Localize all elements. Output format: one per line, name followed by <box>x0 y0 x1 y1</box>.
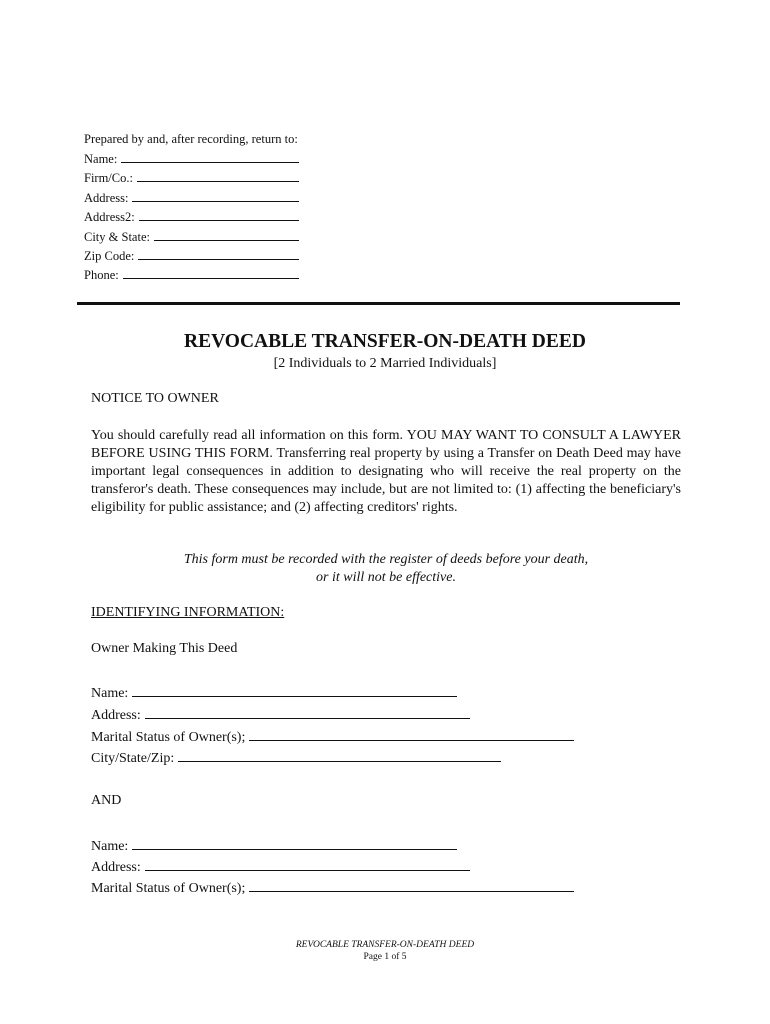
prepared-address-field <box>84 189 299 208</box>
header-divider <box>77 302 680 305</box>
identifying-heading: IDENTIFYING INFORMATION: <box>91 605 285 620</box>
field-label: Phone: <box>84 268 119 283</box>
and-label: AND <box>91 793 122 808</box>
blank-line[interactable] <box>249 879 574 892</box>
field-label: Firm/Co.: <box>84 171 133 186</box>
prepared-city-state-field <box>84 228 299 247</box>
blank-line[interactable] <box>137 170 299 182</box>
field-label: City/State/Zip: <box>91 751 175 766</box>
return-address-block <box>84 131 299 286</box>
blank-line[interactable] <box>249 728 574 741</box>
footer-title: REVOCABLE TRANSFER-ON-DEATH DEED <box>295 940 475 950</box>
owner2-marital-field <box>91 879 574 897</box>
page-number: Page 1 of 5 <box>363 952 407 962</box>
field-label: Marital Status of Owner(s); <box>91 730 246 745</box>
recording-warning-line1: This form must be recorded with the register of deeds before your death, <box>183 552 589 567</box>
field-label: Address2: <box>84 210 135 225</box>
prepared-by-intro: Prepared by and, after recording, return to: <box>84 132 298 146</box>
blank-line[interactable] <box>132 837 457 850</box>
field-label: Name: <box>91 686 129 701</box>
field-label: Name: <box>84 152 118 166</box>
blank-line[interactable] <box>178 749 501 762</box>
owner1-address-field <box>91 706 470 724</box>
prepared-phone-field <box>84 266 299 285</box>
blank-line[interactable] <box>145 858 470 871</box>
owner2-name-field <box>91 837 457 855</box>
field-label: Name: <box>91 839 129 854</box>
prepared-address2-field <box>84 208 299 227</box>
page-footer <box>0 939 770 963</box>
owner1-marital-field <box>91 728 574 746</box>
recording-warning <box>91 551 681 587</box>
field-label: City & State: <box>84 229 150 244</box>
blank-line[interactable] <box>138 248 299 260</box>
owner2-address-field <box>91 858 470 876</box>
field-label: Zip Code: <box>84 249 135 264</box>
prepared-name-field <box>84 150 299 169</box>
blank-line[interactable] <box>123 267 299 279</box>
owner1-city-field <box>91 749 501 767</box>
prepared-zip-field <box>84 247 299 266</box>
recording-warning-line2: or it will not be effective. <box>316 570 456 585</box>
field-label: Marital Status of Owner(s); <box>91 881 246 896</box>
blank-line[interactable] <box>121 151 299 163</box>
notice-heading: NOTICE TO OWNER <box>91 391 219 406</box>
field-label: Address: <box>84 190 129 205</box>
notice-paragraph: You should carefully read all information on this form. YOU MAY WANT TO CONSULT A LAWYER BEFORE USING THIS FORM. Transferring real property by using a Transfer on Death Deed may have important legal consequences in addition to designating who will receive the real property on the transferor's death. These consequences may include, but are not limited to: (1) affecting the beneficiary's eligibility for public assistance; and (2) affecting creditors' rights. <box>91 428 681 515</box>
owner1-name-field <box>91 684 457 702</box>
blank-line[interactable] <box>132 190 299 202</box>
blank-line[interactable] <box>154 229 299 241</box>
field-label: Address: <box>91 860 141 875</box>
blank-line[interactable] <box>145 706 470 719</box>
document-title: REVOCABLE TRANSFER-ON-DEATH DEED <box>184 331 586 352</box>
blank-line[interactable] <box>139 209 299 221</box>
document-subtitle: [2 Individuals to 2 Married Individuals] <box>273 356 497 371</box>
field-label: Address: <box>91 708 141 723</box>
blank-line[interactable] <box>132 684 457 697</box>
owner-heading: Owner Making This Deed <box>91 641 238 656</box>
prepared-firm-field <box>84 169 299 188</box>
